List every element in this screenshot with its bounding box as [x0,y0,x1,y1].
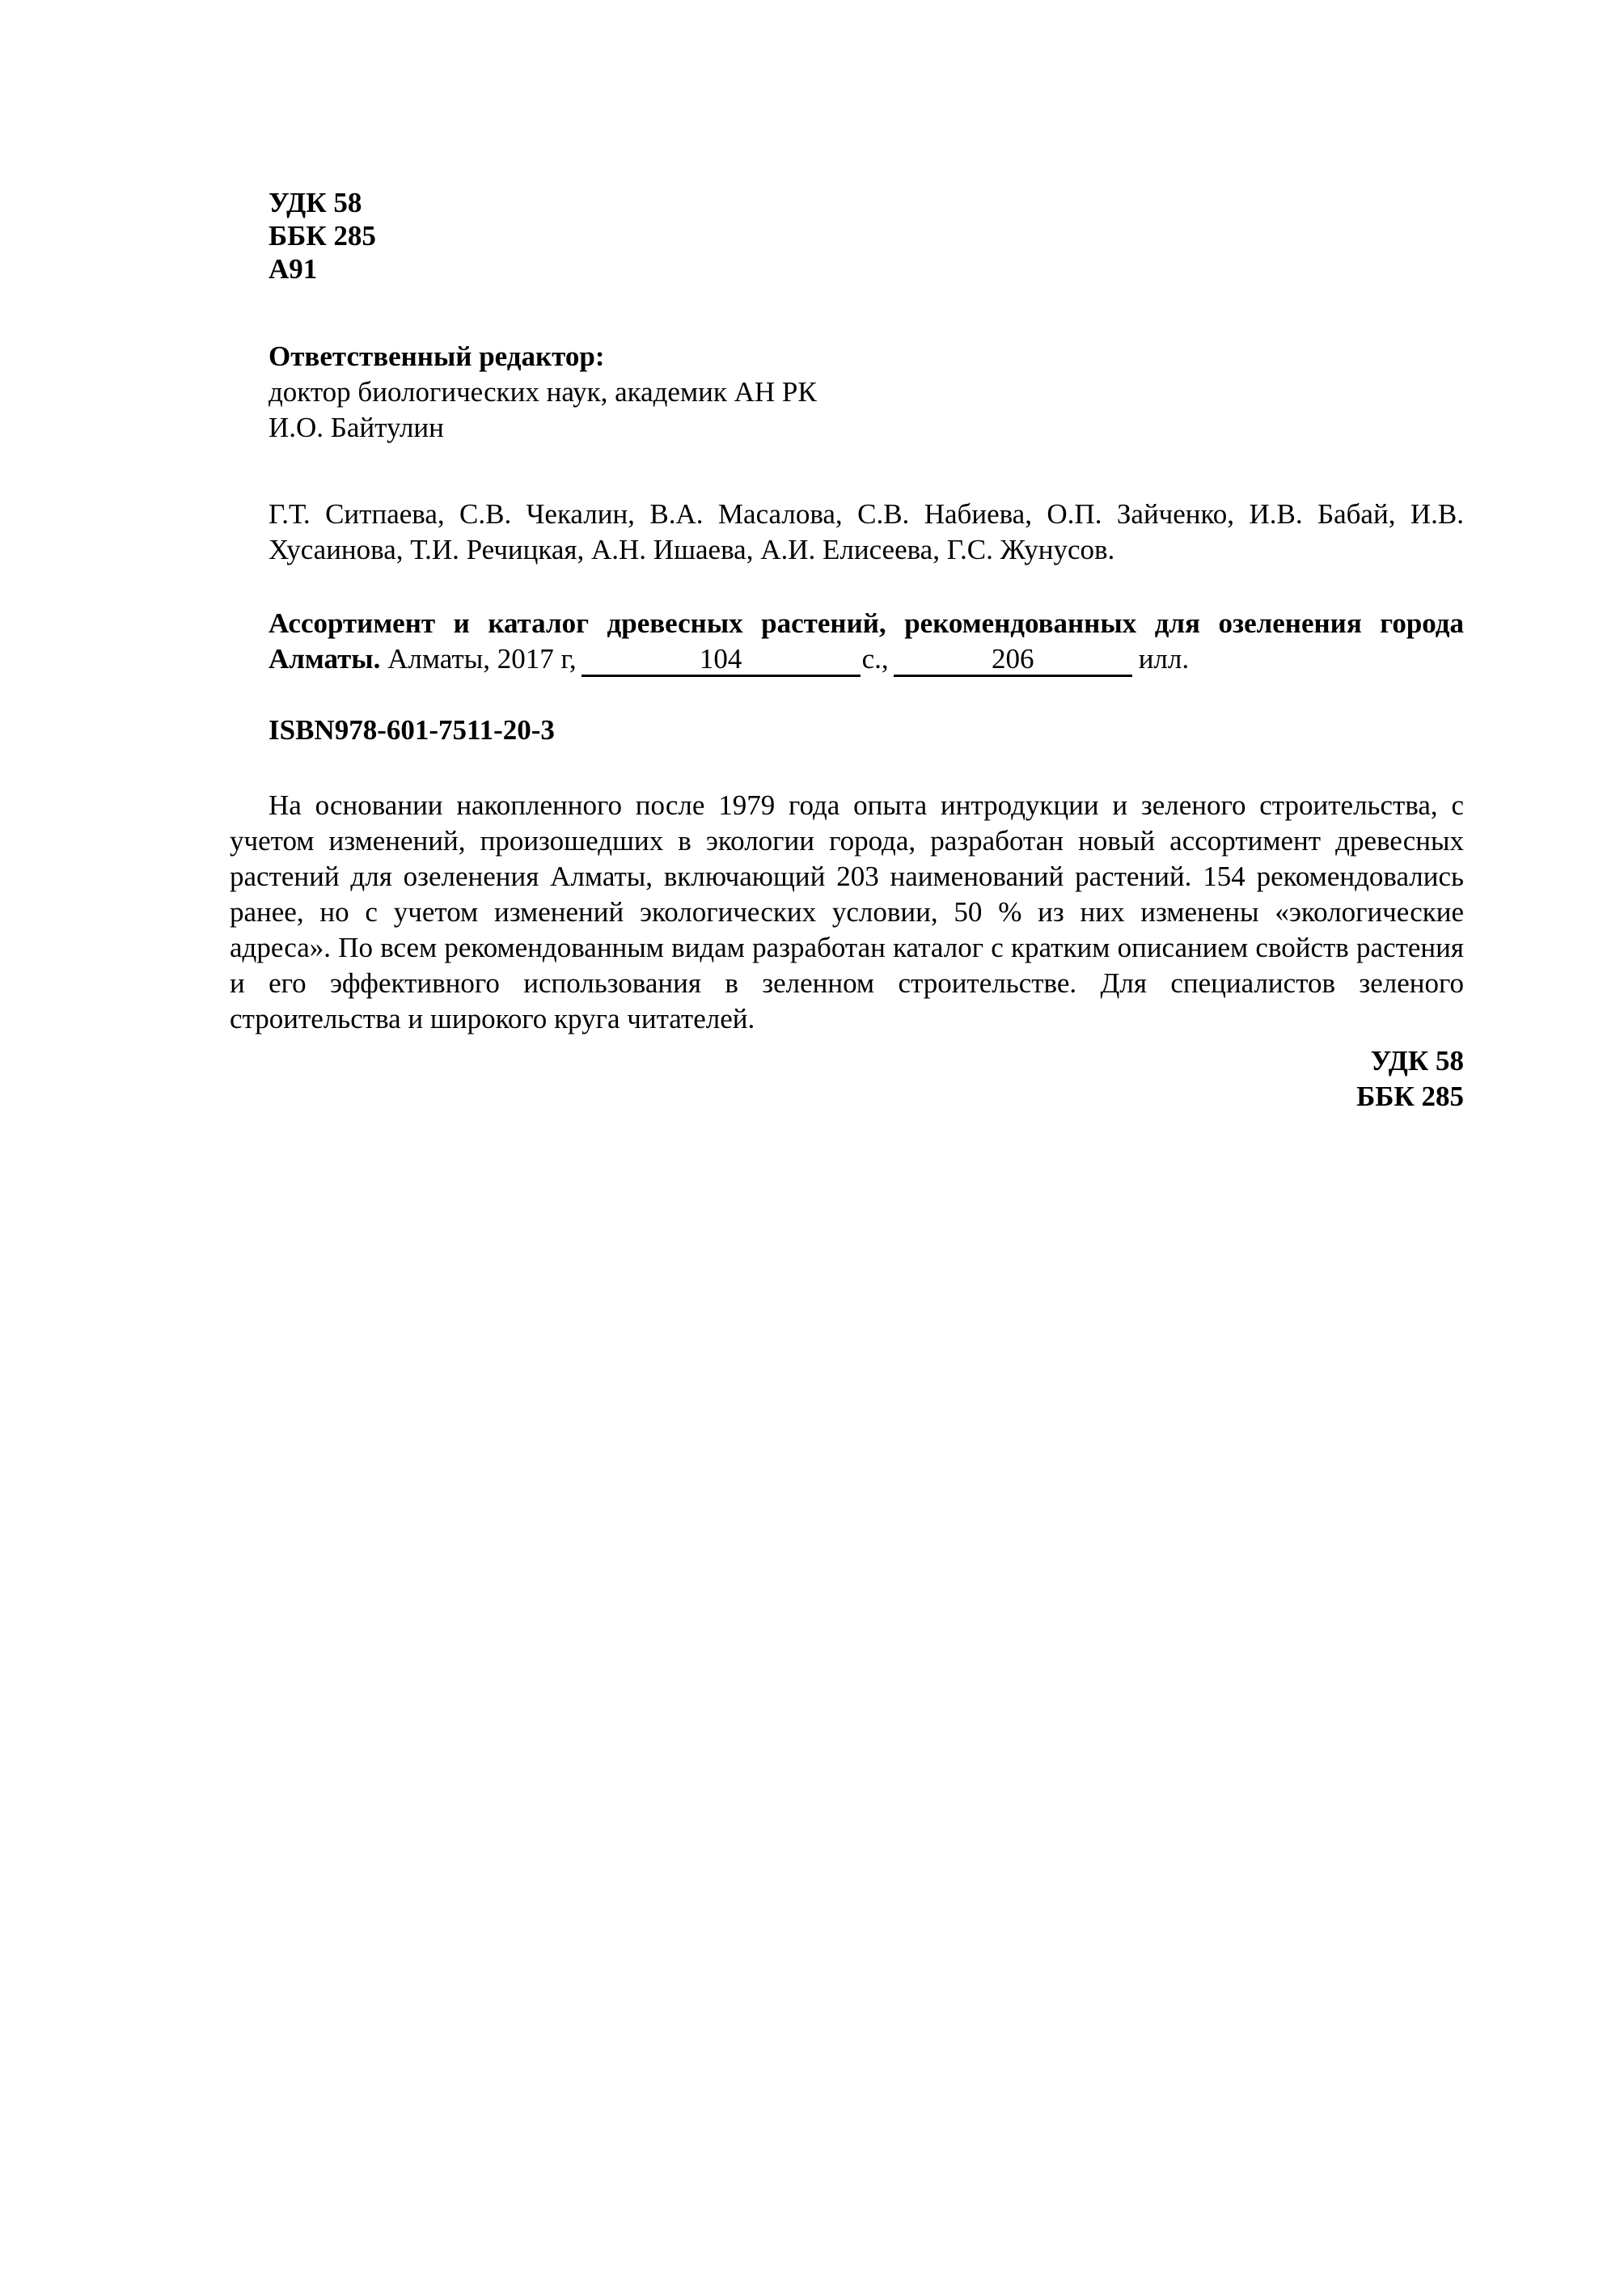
title-paragraph [230,606,1464,677]
editor-heading: Ответственный редактор: [269,341,605,372]
pages-count-value: 104 [699,643,742,675]
pages-suffix: с., [861,643,889,675]
udk-code-bottom: УДК 58 [1370,1045,1464,1077]
classification-bottom-block [230,1043,1464,1115]
book-title: Ассортимент и каталог древесных растений, рекомендованных для озеленения города Алматы. [269,607,1464,675]
page-content [230,186,1464,1115]
isbn-line: ISBN978-601-7511-20-3 [269,714,555,746]
pages-count-blank [582,644,861,677]
editor-block [230,339,1464,446]
bbk-code: ББК 285 [269,220,376,252]
udk-code: УДК 58 [269,187,362,218]
editor-degree: доктор биологических наук, академик АН РК [269,376,817,408]
illustrations-suffix: илл. [1138,643,1190,675]
bbk-code-bottom: ББК 285 [1356,1081,1464,1112]
annotation-paragraph: На основании накопленного после 1979 года опыта интродукции и зеленого строительства, с учетом изменений, произошедших в экологии города, разработан новый ассортимент древесных растений для озеленения Алматы, включающий 203 наименований растений. 154 рекомендовались ранее, но с учетом изменений экологических условии, 50 % из них изменены «экологические адреса». По всем рекомендованным видам разработан каталог с кратким описанием свойств растения и его эффективного использования в зеленном строительстве. Для специалистов зеленого строительства и широкого круга читателей. [230,789,1464,1034]
classification-block [230,186,1464,286]
illustrations-count-value: 206 [991,643,1034,675]
illustrations-count-blank [894,644,1132,677]
author-sign-code: А91 [269,253,318,285]
editor-name: И.О. Байтулин [269,412,444,443]
imprint-text: Алматы, 2017 г, [387,643,577,675]
authors-list: Г.Т. Ситпаева, С.В. Чекалин, В.А. Масалова, С.В. Набиева, О.П. Зайченко, И.В. Бабай, И.В. Хусаинова, Т.И. Речицкая, А.Н. Ишаева, А.И. Елисеева, Г.С. Жунусов. [269,498,1464,565]
